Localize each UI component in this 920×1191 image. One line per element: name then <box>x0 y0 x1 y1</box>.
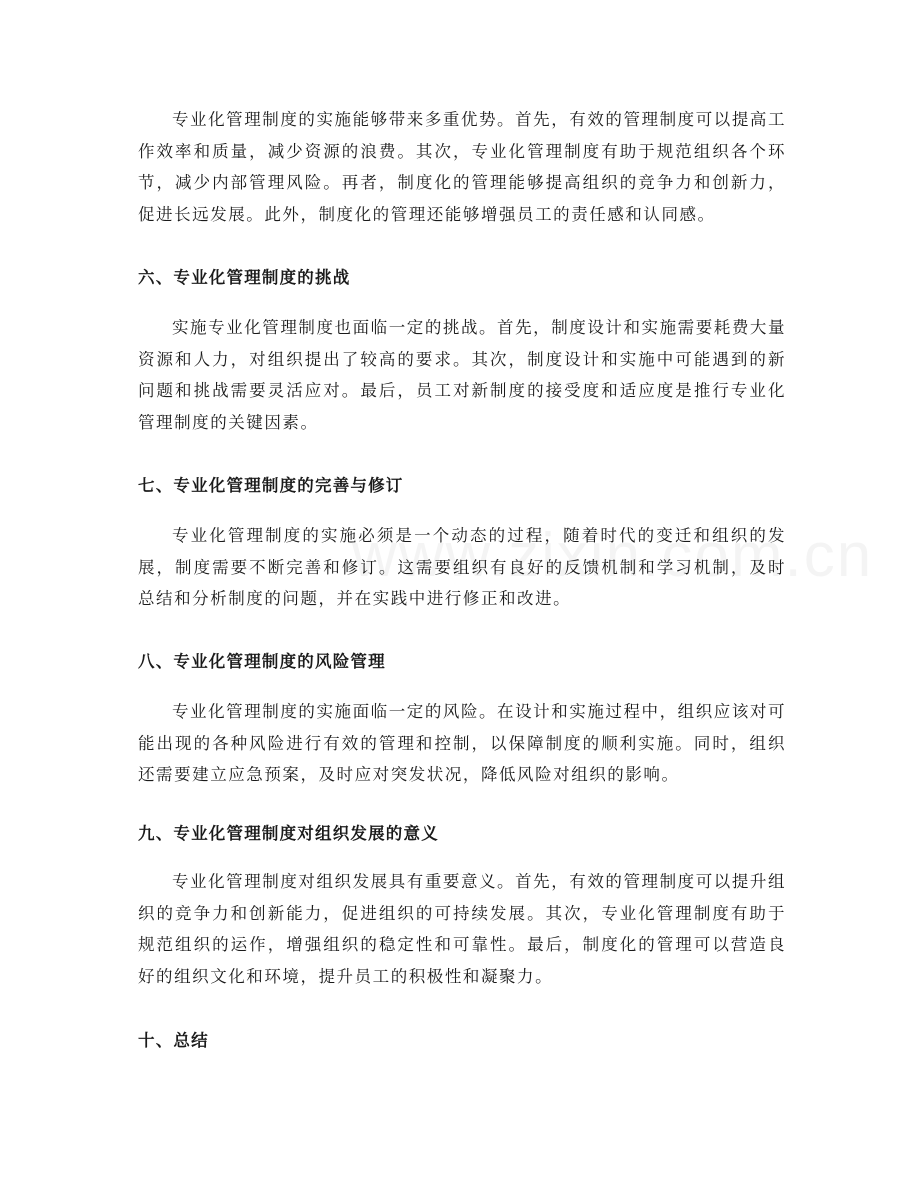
section-heading-improvement: 七、专业化管理制度的完善与修订 <box>138 476 404 495</box>
paragraph-advantages: 专业化管理制度的实施能够带来多重优势。首先，有效的管理制度可以提高工作效率和质量，减少资源的浪费。其次，专业化管理制度有助于规范组织各个环节，减少内部管理风险。再者，制度化的管理能够提高组织的竞争力和创新力，促进长远发展。此外，制度化的管理还能够增强员工的责任感和认同感。 <box>138 110 786 224</box>
paragraph-improvement: 专业化管理制度的实施必须是一个动态的过程，随着时代的变迁和组织的发展，制度需要不断完善和修订。这需要组织有良好的反馈机制和学习机制，及时总结和分析制度的问题，并在实践中进行修正和改进。 <box>138 526 786 609</box>
section-heading-summary: 十、总结 <box>138 1031 209 1050</box>
paragraph-challenges: 实施专业化管理制度也面临一定的挑战。首先，制度设计和实施需要耗费大量资源和人力，对组织提出了较高的要求。其次，制度设计和实施中可能遇到的新问题和挑战需要灵活应对。最后，员工对新制度的接受度和适应度是推行专业化管理制度的关键因素。 <box>138 318 786 432</box>
section-heading-significance: 九、专业化管理制度对组织发展的意义 <box>138 824 439 843</box>
section-heading-challenges: 六、专业化管理制度的挑战 <box>138 268 351 287</box>
paragraph-significance: 专业化管理制度对组织发展具有重要意义。首先，有效的管理制度可以提升组织的竞争力和创新能力，促进组织的可持续发展。其次，专业化管理制度有助于规范组织的运作，增强组织的稳定性和可靠性。最后，制度化的管理可以营造良好的组织文化和环境，提升员工的积极性和凝聚力。 <box>138 872 786 986</box>
section-heading-risk: 八、专业化管理制度的风险管理 <box>138 652 386 671</box>
paragraph-risk: 专业化管理制度的实施面临一定的风险。在设计和实施过程中，组织应该对可能出现的各种风险进行有效的管理和控制，以保障制度的顺利实施。同时，组织还需要建立应急预案，及时应对突发状况，降低风险对组织的影响。 <box>138 702 786 785</box>
